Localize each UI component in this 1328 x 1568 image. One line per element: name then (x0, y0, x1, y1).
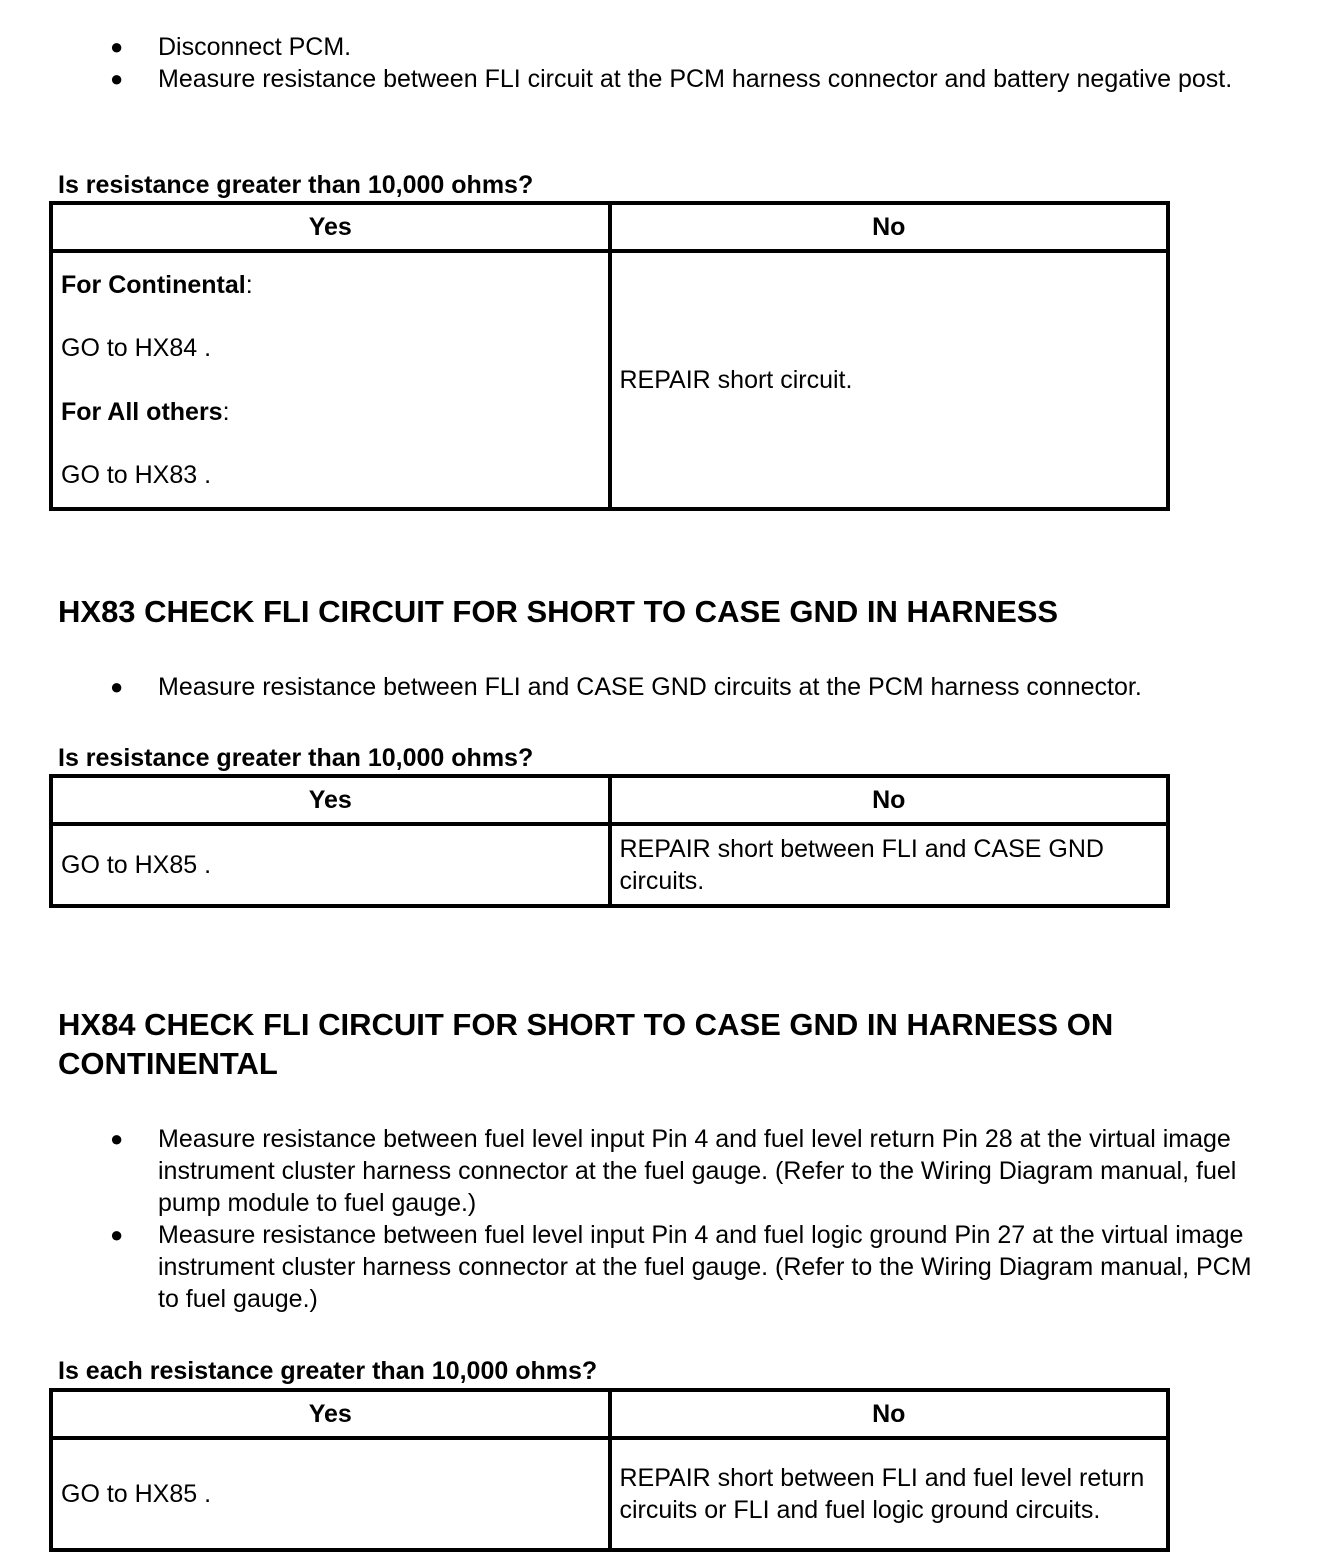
list-item: ● Measure resistance between FLI and CASE GND circuits at the PCM harness connector. (110, 673, 1142, 701)
yes-cell: GO to HX85 . (51, 824, 610, 906)
no-cell: REPAIR short between FLI and fuel level return circuits or FLI and fuel logic ground circuits. (610, 1438, 1169, 1550)
list-item: ● Measure resistance between FLI circuit at the PCM harness connector and battery negative post. (110, 65, 1233, 93)
intro-bullet-list (0, 31, 1328, 95)
bullet-icon: ● (110, 1222, 124, 1247)
list-item: ● Measure resistance between fuel level input Pin 4 and fuel level return Pin 28 at the virtual image instrument cluster harness connector at the fuel gauge. (Refer to the Wiring Diagram manual, fuel pump module to fuel gauge.) (110, 1125, 1237, 1217)
no-header: No (610, 203, 1169, 251)
no-header: No (610, 776, 1169, 824)
bullet-icon: ● (110, 66, 124, 91)
hx83-bullet-list (0, 671, 1328, 703)
yes-header: Yes (51, 1390, 610, 1438)
hx83-heading: HX83 CHECK FLI CIRCUIT FOR SHORT TO CASE GND IN HARNESS (58, 594, 1059, 629)
list-item: ● Disconnect PCM. (110, 33, 352, 61)
yes-line: For All others : (61, 397, 230, 426)
yes-line: GO to HX84 . (61, 334, 212, 363)
hx84-decision-table (49, 1388, 1170, 1552)
yes-line: GO to HX83 . (61, 461, 212, 490)
hx84-bullet-list (0, 1123, 1328, 1315)
bullet-icon: ● (110, 34, 124, 59)
hx84-question: Is each resistance greater than 10,000 ohms? (58, 1357, 598, 1385)
no-cell: REPAIR short between FLI and CASE GND circuits. (610, 824, 1169, 906)
no-header: No (610, 1390, 1169, 1438)
bullet-icon: ● (110, 674, 124, 699)
hx84-heading: HX84 CHECK FLI CIRCUIT FOR SHORT TO CASE GND IN HARNESS ON CONTINENTAL (58, 1007, 1114, 1081)
yes-header: Yes (51, 203, 610, 251)
yes-line: For Continental : (61, 270, 253, 299)
yes-cell (51, 251, 610, 509)
hx83-question: Is resistance greater than 10,000 ohms? (58, 744, 534, 772)
list-item: ● Measure resistance between fuel level input Pin 4 and fuel logic ground Pin 27 at the virtual image instrument cluster harness connector at the fuel gauge. (Refer to the Wiring Diagram manual, PCM to fuel gauge.) (110, 1221, 1252, 1313)
intro-decision-table (49, 201, 1170, 511)
no-cell: REPAIR short circuit. (610, 251, 1169, 509)
yes-header: Yes (51, 776, 610, 824)
intro-question: Is resistance greater than 10,000 ohms? (58, 171, 534, 199)
yes-cell: GO to HX85 . (51, 1438, 610, 1550)
hx83-decision-table (49, 774, 1170, 908)
bullet-icon: ● (110, 1126, 124, 1151)
